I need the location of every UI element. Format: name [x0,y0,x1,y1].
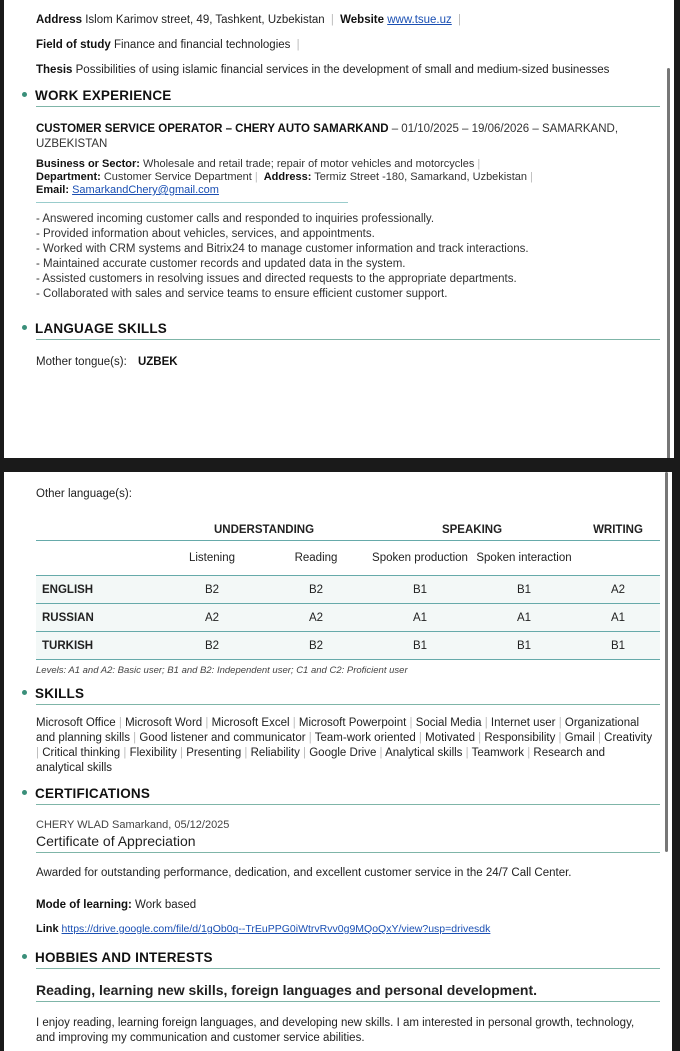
hobbies-title: Reading, learning new skills, foreign languages and personal development. [36,982,537,998]
duty-item: - Worked with CRM systems and Bitrix24 to manage customer information and track interactions. [36,243,529,255]
website-link[interactable]: www.tsue.uz [387,14,452,26]
level-cell: A2 [576,576,660,604]
skill-item: Responsibility [484,732,556,744]
group-writing: WRITING [593,524,643,536]
subhead-reading: Reading [264,541,368,576]
skill-item: Analytical skills [385,747,463,759]
subhead-spoken-interaction: Spoken interaction [472,541,576,576]
level-cell: B1 [576,632,660,660]
language-name: ENGLISH [36,576,160,604]
certificate-link-line [36,922,656,937]
skills-heading: SKILLS [35,686,85,701]
level-cell: B2 [264,632,368,660]
section-skills [22,686,660,701]
level-cell: B1 [368,576,472,604]
language-row [36,604,660,632]
skill-item: Good listener and communicator [139,732,306,744]
job-meta: Business or Sector: Wholesale and retail trade; repair of motor vehicles and motorcycles | Department: Customer Service Department | Address: Termiz Street -180, Samarkand, Uzbekistan | Email: SamarkandChery@gmail.com [36,158,533,196]
job-address: Termiz Street -180, Samarkand, Uzbekistan [314,171,528,183]
job-header [36,122,636,152]
skill-item: Research and analytical skills [36,747,606,774]
field-of-study-line: Field of study Finance and financial technologies | [36,39,300,51]
bullet-dot-icon [22,690,27,695]
department: Customer Service Department [103,171,252,183]
section-certifications [22,786,660,801]
job-address-label: Address: [263,171,312,183]
skill-item: Social Media [415,717,482,729]
link-label: Link [36,923,59,935]
skill-item: Creativity [604,732,653,744]
skill-item: Microsoft Excel [211,717,290,729]
skill-item: Google Drive [309,747,377,759]
mother-tongue-line [36,356,178,368]
duty-item: - Answered incoming customer calls and responded to inquiries professionally. [36,213,435,225]
mother-tongue-label: Mother tongue(s): [36,356,127,368]
level-cell: B1 [472,632,576,660]
certificate-link[interactable]: https://drive.google.com/file/d/1gOb0q--TrEuPPG0iWtrvRvv0g9MQoQxY/view?usp=drivesdk [61,923,491,935]
skill-item: Presenting [186,747,242,759]
language-heading: LANGUAGE SKILLS [35,321,168,336]
language-row [36,576,660,604]
level-cell: A1 [576,604,660,632]
levels-note: Levels: A1 and A2: Basic user; B1 and B2: Independent user; C1 and C2: Proficient user [36,665,408,676]
level-cell: B2 [160,576,264,604]
field-of-study: Finance and financial technologies [113,39,291,51]
subhead-listening: Listening [160,541,264,576]
group-speaking: SPEAKING [441,524,503,536]
level-cell: B1 [368,632,472,660]
address-label: Address [36,14,83,26]
level-cell: B1 [472,576,576,604]
hobbies-heading: HOBBIES AND INTERESTS [35,950,213,965]
duty-item: - Assisted customers in resolving issues and directed requests to the appropriate departments. [36,273,517,285]
subhead-spoken-production: Spoken production [368,541,472,576]
skill-item: Flexibility [129,747,177,759]
mode-of-learning: Work based [135,899,197,911]
certificate-title: Certificate of Appreciation [36,833,196,849]
field-label: Field of study [36,39,111,51]
job-title: CUSTOMER SERVICE OPERATOR – CHERY AUTO SAMARKAND [36,123,389,135]
thesis: Possibilities of using islamic financial services in the development of small and medium-sized businesses [75,64,610,76]
duty-item: - Collaborated with sales and service teams to ensure efficient customer support. [36,288,448,300]
section-hobbies [22,950,660,965]
education-address-line: Address Islom Karimov street, 49, Tashkent, Uzbekistan | Website www.tsue.uz | [36,14,461,26]
skills-list: Microsoft Office | Microsoft Word | Microsoft Excel | Microsoft Powerpoint | Social Media | Internet user | Organizational and planning skills | Good listener and communicator | Team-work oriented | Motivated | Responsibility | Gmail | Creativity | Critical thinking | Flexibility | Presenting | Reliability | Google Drive | Analytical skills | Teamwork | Research and analytical skills [36,717,653,774]
duty-item: - Maintained accurate customer records and updated data in the system. [36,258,406,270]
mode-of-learning-line [36,898,656,913]
bullet-dot-icon [22,790,27,795]
skill-item: Microsoft Office [36,717,116,729]
education-address: Islom Karimov street, 49, Tashkent, Uzbekistan [85,14,325,26]
skill-item: Organizational and planning skills [36,717,640,744]
level-cell: A1 [368,604,472,632]
cv-page-2 [4,472,672,1051]
skill-item: Microsoft Word [125,717,203,729]
thesis-line [36,64,609,76]
work-heading: WORK EXPERIENCE [35,88,172,103]
mode-label: Mode of learning: [36,899,132,911]
email-label: Email: [36,184,70,196]
bullet-dot-icon [22,92,27,97]
other-languages-label: Other language(s): [36,488,132,500]
bullet-dot-icon [22,954,27,959]
skill-item: Reliability [250,747,300,759]
certifications-heading: CERTIFICATIONS [35,786,151,801]
duty-item: - Provided information about vehicles, services, and appointments. [36,228,375,240]
section-work-experience [22,88,660,103]
section-language-skills [22,321,660,336]
skill-item: Critical thinking [42,747,121,759]
level-cell: A2 [264,604,368,632]
scrollbar[interactable] [667,68,670,458]
language-table [36,520,660,660]
job-country: UZBEKISTAN [36,138,108,150]
thesis-label: Thesis [36,64,73,76]
email-link[interactable]: SamarkandChery@gmail.com [72,184,219,196]
job-duties [36,212,656,302]
department-label: Department: [36,171,101,183]
level-cell: A1 [472,604,576,632]
language-name: TURKISH [36,632,160,660]
scrollbar[interactable] [665,472,668,852]
bullet-dot-icon [22,325,27,330]
mother-tongue: UZBEK [137,356,178,368]
skill-item: Motivated [425,732,475,744]
level-cell: B2 [264,576,368,604]
language-name: RUSSIAN [36,604,160,632]
skill-item: Internet user [490,717,556,729]
certificate-issuer: CHERY WLAD Samarkand, 05/12/2025 [36,819,230,831]
level-cell: B2 [160,632,264,660]
certificate-description: Awarded for outstanding performance, dedication, and excellent customer service in the 24/7 Call Center. [36,867,572,879]
language-row [36,632,660,660]
skill-item: Teamwork [471,747,525,759]
group-understanding: UNDERSTANDING [213,524,315,536]
website-label: Website [340,14,385,26]
sector-label: Business or Sector: [36,158,140,170]
sector: Wholesale and retail trade; repair of motor vehicles and motorcycles [142,158,475,170]
job-period: – 01/10/2025 – 19/06/2026 – SAMARKAND, [388,123,619,135]
skill-item: Microsoft Powerpoint [298,717,407,729]
level-cell: A2 [160,604,264,632]
skill-item: Team-work oriented [314,732,416,744]
hobbies-text: I enjoy reading, learning foreign languages, and developing new skills. I am interested in personal growth, technology, and improving my communication and customer service abilities. [36,1017,635,1044]
skill-item: Gmail [564,732,595,744]
cv-page-1 [4,0,674,458]
